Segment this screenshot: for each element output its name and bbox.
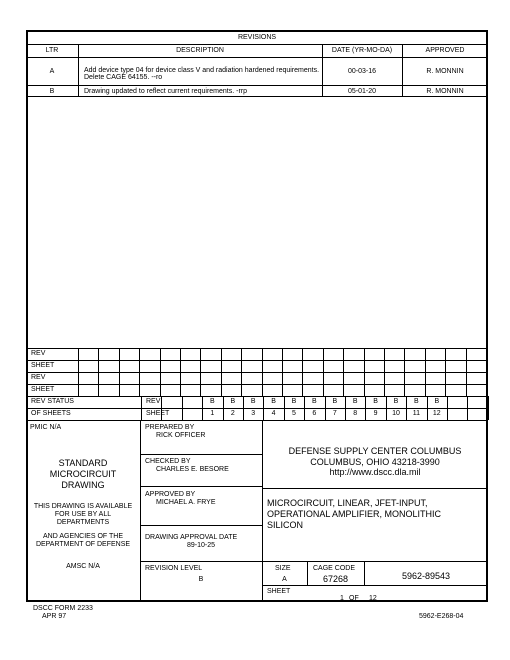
status-sheet-value: 12 [432, 410, 441, 417]
rev-row-date: 05-01-20 [347, 88, 377, 95]
status-rev-value: B [291, 398, 297, 405]
status-rev-value: B [210, 398, 215, 405]
approved-by-label: APPROVED BY [145, 491, 196, 498]
status-sheet-value: 8 [353, 410, 358, 417]
rev-row-desc: Add device type 04 for device class V and radiation hardened requirements. [84, 67, 320, 74]
status-sheet-value: 3 [251, 410, 256, 417]
status-sheet-value: 4 [271, 410, 276, 417]
status-rev-value: B [312, 398, 317, 405]
status-rev-value: B [250, 398, 256, 405]
standard-title-2: MICROCIRCUIT [49, 469, 117, 479]
status-rev-value: B [373, 398, 378, 405]
revision-level: B [198, 576, 204, 583]
rev-status-label: REV STATUS [31, 398, 74, 405]
size-value: A [282, 576, 287, 583]
approval-date-label: DRAWING APPROVAL DATE [145, 534, 238, 541]
document-code: 5962-E268-04 [419, 613, 464, 620]
description-header: DESCRIPTION [176, 47, 224, 54]
standard-title-3: DRAWING [61, 480, 105, 490]
sheet-total: 12 [369, 595, 377, 602]
date-header: DATE (YR-MO-DA) [331, 47, 393, 54]
form-date: APR 97 [42, 613, 67, 620]
checked-by: CHARLES E. BESORE [156, 466, 229, 473]
agencies-2: DEPARTMENT OF DEFENSE [35, 541, 131, 548]
status-rev-value: B [393, 398, 399, 405]
rev-row-approved: R. MONNIN [426, 88, 464, 95]
cage-code: 67268 [322, 574, 349, 584]
status-rev-label: REV [146, 398, 161, 405]
status-sheet-value: 1 [210, 410, 215, 417]
form-number: DSCC FORM 2233 [33, 605, 93, 612]
status-sheet-value: 9 [373, 410, 378, 417]
rev-row-desc: Delete CAGE 64155. --ro [84, 74, 163, 81]
status-sheet-value: 5 [292, 410, 296, 417]
rev-grid-row-label: REV [31, 374, 46, 381]
rev-row-ltr: B [49, 88, 55, 95]
status-sheet-value: 10 [392, 410, 400, 417]
drawing-title-3: SILICON [267, 520, 304, 530]
availability-2: FOR USE BY ALL [54, 511, 112, 518]
agency-url[interactable]: http://www.dscc.dla.mil [329, 467, 421, 477]
agency-address: COLUMBUS, OHIO 43218-3990 [310, 457, 440, 467]
status-sheet-value: 11 [412, 410, 421, 417]
sheet-of-label: OF [349, 595, 359, 602]
status-sheet-value: 6 [312, 410, 317, 417]
drawing-title-2: OPERATIONAL AMPLIFIER, MONOLITHIC [267, 509, 442, 519]
drawing-title-1: MICROCIRCUIT, LINEAR, JFET-INPUT, [267, 498, 428, 508]
sheet-label: SHEET [267, 588, 291, 595]
status-rev-value: B [271, 398, 276, 405]
approval-date: 89-10-25 [186, 542, 216, 549]
status-sheet-label: SHEET [146, 410, 170, 417]
sheet-number: 1 [340, 595, 344, 602]
availability-3: DEPARTMENTS [56, 519, 110, 526]
rev-grid-row-label: SHEET [31, 386, 55, 393]
rev-grid-row-label: REV [31, 350, 46, 357]
standard-title-1: STANDARD [58, 458, 108, 468]
checked-by-label: CHECKED BY [145, 458, 191, 465]
status-rev-value: B [332, 398, 338, 405]
prepared-by-label: PREPARED BY [145, 424, 195, 431]
approved-by: MICHAEL A. FRYE [156, 499, 216, 506]
agencies-1: AND AGENCIES OF THE [43, 533, 123, 540]
status-rev-value: B [230, 398, 236, 405]
agency-name: DEFENSE SUPPLY CENTER COLUMBUS [288, 446, 462, 456]
size-label: SIZE [275, 565, 291, 572]
rev-row-date: 00-03-16 [347, 68, 377, 75]
status-rev-value: B [434, 398, 440, 405]
cage-code-label: CAGE CODE [313, 565, 356, 572]
rev-row-desc: Drawing updated to reflect current requirements. -rrp [84, 88, 248, 95]
drawing-number: 5962-89543 [401, 571, 451, 581]
status-rev-value: B [414, 398, 419, 405]
availability-1: THIS DRAWING IS AVAILABLE [33, 503, 133, 510]
revision-level-label: REVISION LEVEL [145, 565, 203, 572]
rev-row-approved: R. MONNIN [426, 68, 464, 75]
rev-row-ltr: A [49, 68, 55, 75]
revisions-title: REVISIONS [237, 34, 277, 41]
ltr-header: LTR [45, 47, 59, 54]
status-rev-value: B [352, 398, 358, 405]
approved-header: APPROVED [425, 47, 465, 54]
status-sheet-value: 2 [230, 410, 235, 417]
of-sheets-label: OF SHEETS [31, 410, 71, 417]
amsc-label: AMSC N/A [66, 563, 100, 570]
pmic-label: PMIC N/A [30, 424, 62, 431]
rev-grid-row-label: SHEET [31, 362, 55, 369]
status-sheet-value: 7 [332, 410, 337, 417]
prepared-by: RICK OFFICER [156, 432, 206, 439]
